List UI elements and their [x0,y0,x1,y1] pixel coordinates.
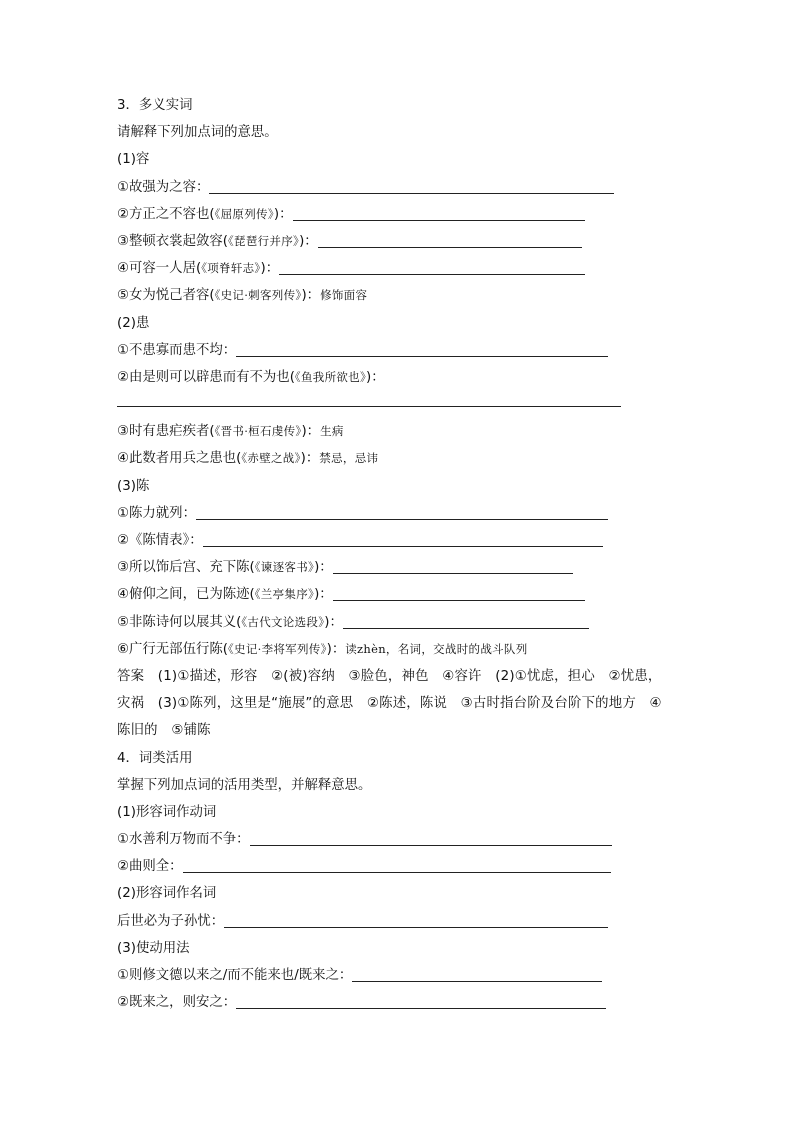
item-text: ③时有患疟疾者( [117,424,215,440]
answer-blank[interactable] [117,391,621,407]
s4-item-2-1 [117,908,687,935]
item-3-5 [117,609,687,636]
item-text: ①故强为之容： [117,179,210,195]
answer-line-2: 灾祸 (3)①陈列，这里是“施展”的意思 ②陈述，陈说 ③古时指台阶及台阶下的地方 ④ [117,696,662,712]
answer-line-3: 陈旧的 ⑤铺陈 [117,723,211,739]
answer-blank[interactable] [333,585,585,601]
answer-blank[interactable] [236,341,608,357]
answer-blank[interactable] [343,613,589,629]
item-text: ②曲则全： [117,859,183,875]
answer-line-1: 答案 (1)①描述，形容 ②(被)容纳 ③脸色，神色 ④容许 (2)①忧虑，担心 ②忧患， [117,668,662,684]
item-answer: 生病 [320,424,344,439]
item-1-2 [117,201,687,228]
item-source: 《项脊轩志》 [201,261,261,276]
item-3-6 [117,636,687,663]
answer-blank[interactable] [224,912,608,928]
item-after: )： [326,641,346,657]
group-1-label: (1)容 [117,152,150,168]
section-3-title: 3．多义实词 [117,98,193,113]
item-after: )： [260,261,280,277]
answer-blank[interactable] [333,558,573,574]
item-source: 《史记·刺客列传》 [214,288,302,303]
group-3-label: (3)陈 [117,478,150,494]
item-2-2 [117,364,687,391]
item-after: )： [299,233,318,249]
item-answer: 读zhèn，名词，交战时的战斗队列 [345,641,528,656]
item-3-4 [117,581,687,608]
item-text: 后世必为子孙忧： [117,913,225,929]
item-after: )： [324,614,343,630]
item-after: )： [366,369,385,385]
answer-blank[interactable] [196,504,608,520]
item-after: )： [273,206,293,222]
item-text: ①陈力就列： [117,505,196,521]
item-text: ⑤非陈诗何以展其义( [117,614,242,630]
item-after: )： [314,587,333,603]
item-text: ③所以饰后宫、充下陈( [117,560,255,576]
item-source: 《屈原列传》 [214,206,274,221]
item-text: ⑤女为悦己者容( [117,288,215,304]
group-2-label: (2)患 [117,315,150,331]
item-2-1 [117,337,687,364]
item-2-4 [117,445,687,472]
item-2-2-rule [117,391,687,418]
item-text: ①则修文德以来之/而不能来也/既来之： [117,968,353,983]
answer-blank[interactable] [352,966,602,982]
item-1-5 [117,282,687,309]
s4-item-1-2 [117,853,687,880]
item-1-1 [117,174,687,201]
item-source: 《鱼我所欲也》 [294,369,367,384]
item-3-1 [117,500,687,527]
item-text: ⑥广行无部伍行陈( [117,641,228,657]
item-3-3 [117,554,687,581]
answer-blank[interactable] [203,531,603,547]
item-text: ②由是则可以辟患而有不为也( [117,369,295,385]
item-text: ③整顿衣裳起敛容( [117,233,228,249]
answer-blank[interactable] [236,993,606,1009]
item-text: ①不患寡而患不均： [117,342,237,358]
item-answer: 修饰面容 [320,288,368,303]
item-answer: 禁忌，忌讳 [319,451,379,466]
section-4-title: 4．词类活用 [117,750,193,766]
item-after: )： [301,424,321,440]
item-source: 《兰亭集序》 [254,587,315,602]
item-3-2 [117,527,687,554]
item-source: 《晋书·桓石虔传》 [214,424,302,439]
item-text: ④可容一人居( [117,261,202,277]
item-text: ②既来之，则安之： [117,995,237,1011]
document-page [117,92,687,1016]
item-source: 《史记·李将军列传》 [227,641,327,656]
answer-blank[interactable] [279,259,585,275]
item-after: )： [314,560,333,576]
s4-item-3-1 [117,962,687,989]
item-text: ④此数者用兵之患也( [117,451,242,467]
s4-group-1-label: (1)形容词作动词 [117,804,217,820]
item-source: 《谏逐客书》 [254,560,315,575]
s4-item-3-2 [117,989,687,1016]
section-3-instruction: 请解释下列加点词的意思。 [117,125,278,141]
s4-group-2-label: (2)形容词作名词 [117,886,217,902]
item-after: )： [300,451,320,467]
answer-blank[interactable] [293,205,585,221]
s4-group-3-label: (3)使动用法 [117,940,190,956]
item-source: 《古代文论选段》 [241,614,325,629]
item-after: )： [301,288,321,304]
item-1-3 [117,228,687,255]
item-text: ②方正之不容也( [117,206,215,222]
s4-item-1-1 [117,826,687,853]
item-source: 《赤壁之战》 [241,451,301,466]
item-1-4 [117,255,687,282]
item-text: ④俯仰之间，已为陈迹( [117,587,255,603]
item-text: ②《陈情表》： [117,533,203,548]
answer-blank[interactable] [250,830,612,846]
answer-blank[interactable] [209,178,614,194]
item-2-3 [117,418,687,445]
item-text: ①水善利万物而不争： [117,832,250,848]
section-4-instruction: 掌握下列加点词的活用类型，并解释意思。 [117,777,372,793]
answer-blank[interactable] [318,232,582,248]
answer-blank[interactable] [183,857,611,873]
item-source: 《琵琶行并序》 [227,233,300,248]
